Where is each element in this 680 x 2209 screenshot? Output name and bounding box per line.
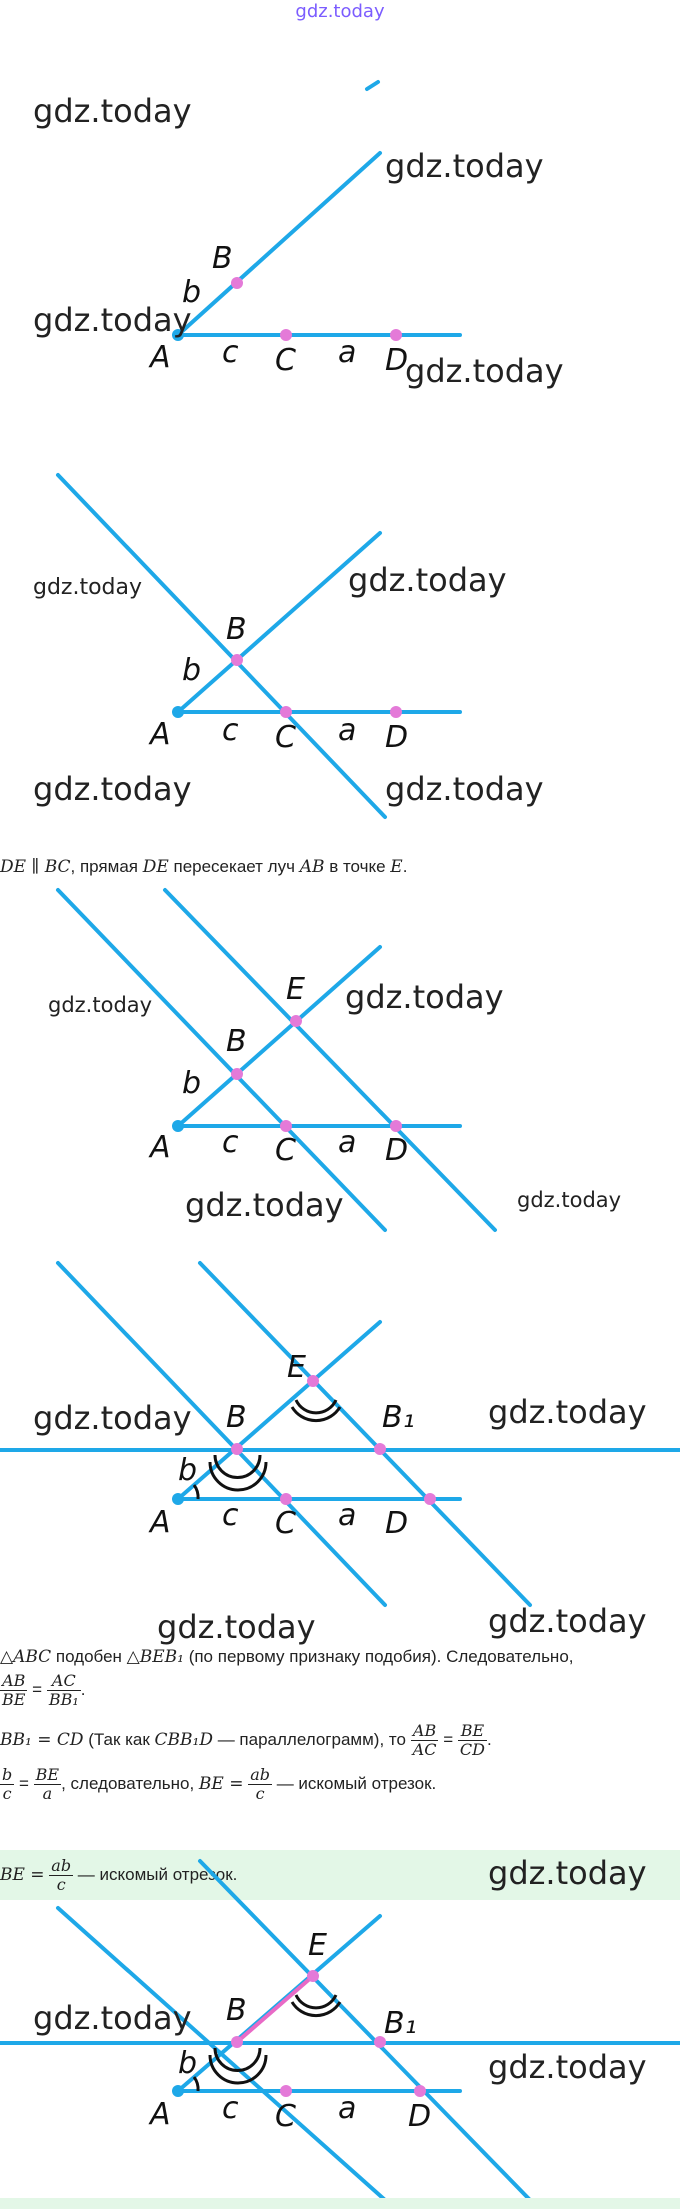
condition-line: DE ∥ BC, прямая DE пересекает луч AB в точке E.	[0, 857, 408, 877]
label-b: b	[182, 1066, 202, 1101]
label-b: b	[182, 275, 202, 310]
label-C: C	[275, 1133, 296, 1168]
label-C: C	[275, 1506, 296, 1541]
bottom-strip	[0, 2198, 680, 2209]
watermark: gdz.today	[33, 1999, 192, 2037]
figure-1	[0, 40, 680, 420]
label-A: A	[150, 340, 171, 375]
label-b: b	[182, 653, 202, 688]
label-c: c	[222, 2091, 239, 2126]
watermark: gdz.today	[33, 92, 192, 130]
label-c: c	[222, 713, 239, 748]
label-A: A	[150, 1505, 171, 1540]
label-B: B	[226, 1993, 247, 2028]
watermark: gdz.today	[33, 301, 192, 339]
similarity-line: △ABC подобен △BEB₁ (по первому признаку подобия). Следовательно,	[0, 1647, 574, 1667]
label-E: E	[287, 1350, 306, 1385]
watermark: gdz.today	[185, 1186, 344, 1224]
watermark: gdz.today	[405, 352, 564, 390]
label-A: A	[150, 1130, 171, 1165]
figure-5	[0, 1858, 680, 2203]
label-B: B	[226, 1400, 247, 1435]
watermark: gdz.today	[157, 1608, 316, 1646]
label-a: a	[338, 335, 357, 370]
label-B: B	[212, 241, 233, 276]
label-A: A	[150, 2097, 171, 2132]
label-E: E	[308, 1928, 327, 1963]
watermark: gdz.today	[488, 1854, 647, 1892]
watermark: gdz.today	[385, 770, 544, 808]
label-A: A	[150, 717, 171, 752]
label-B: B	[226, 612, 247, 647]
label-c: c	[222, 335, 239, 370]
ratio-line: $\frac{AB}{BE}$ = $\frac{AC}{\text{BB₁}}$ .	[2, 1671, 86, 1709]
label-b: b	[178, 1453, 198, 1488]
figure-3	[0, 885, 680, 1235]
figure-2	[0, 460, 680, 840]
label-c: c	[222, 1498, 239, 1533]
watermark: gdz.today	[33, 575, 143, 600]
label-C: C	[275, 2099, 296, 2134]
label-D: D	[385, 720, 409, 755]
watermark: gdz.today	[33, 1399, 192, 1437]
label-C: C	[275, 720, 296, 755]
label-B1: B₁	[384, 2006, 417, 2041]
label-c: c	[222, 1125, 239, 1160]
watermark: gdz.today	[488, 2048, 647, 2086]
watermark: gdz.today	[385, 147, 544, 185]
label-a: a	[338, 1498, 357, 1533]
watermark: gdz.today	[517, 1188, 622, 1212]
label-D: D	[385, 343, 409, 378]
label-D: D	[385, 1506, 409, 1541]
label-a: a	[338, 1125, 357, 1160]
label-a: a	[338, 2091, 357, 2126]
result-line: $\frac{b}{c}$ = $\frac{BE}{a}$ , следовательно, BE = $\frac{ab}{c}$ — искомый отрезок.	[2, 1765, 437, 1803]
watermark: gdz.today	[48, 993, 153, 1017]
label-B1: B₁	[382, 1400, 415, 1435]
watermark: gdz.today	[33, 770, 192, 808]
label-b: b	[178, 2046, 198, 2081]
watermark: gdz.today	[488, 1393, 647, 1431]
label-D: D	[385, 1133, 409, 1168]
figure-4	[0, 1255, 680, 1650]
label-a: a	[338, 713, 357, 748]
watermark: gdz.today	[345, 978, 504, 1016]
label-E: E	[286, 972, 305, 1007]
watermark: gdz.today	[348, 561, 507, 599]
watermark: gdz.today	[488, 1602, 647, 1640]
site-header[interactable]: gdz.today	[295, 1, 385, 22]
label-C: C	[275, 343, 296, 378]
answer-text: BE = $\frac{ab}{c}$ — искомый отрезок.	[0, 1856, 238, 1894]
label-D: D	[408, 2099, 432, 2134]
label-B: B	[226, 1024, 247, 1059]
parallelogram-line: BB₁ = CD (Так как CBB₁D — параллелограмм), то $\frac{AB}{AC}$ = $\frac{BE}{CD}$ .	[0, 1721, 492, 1759]
